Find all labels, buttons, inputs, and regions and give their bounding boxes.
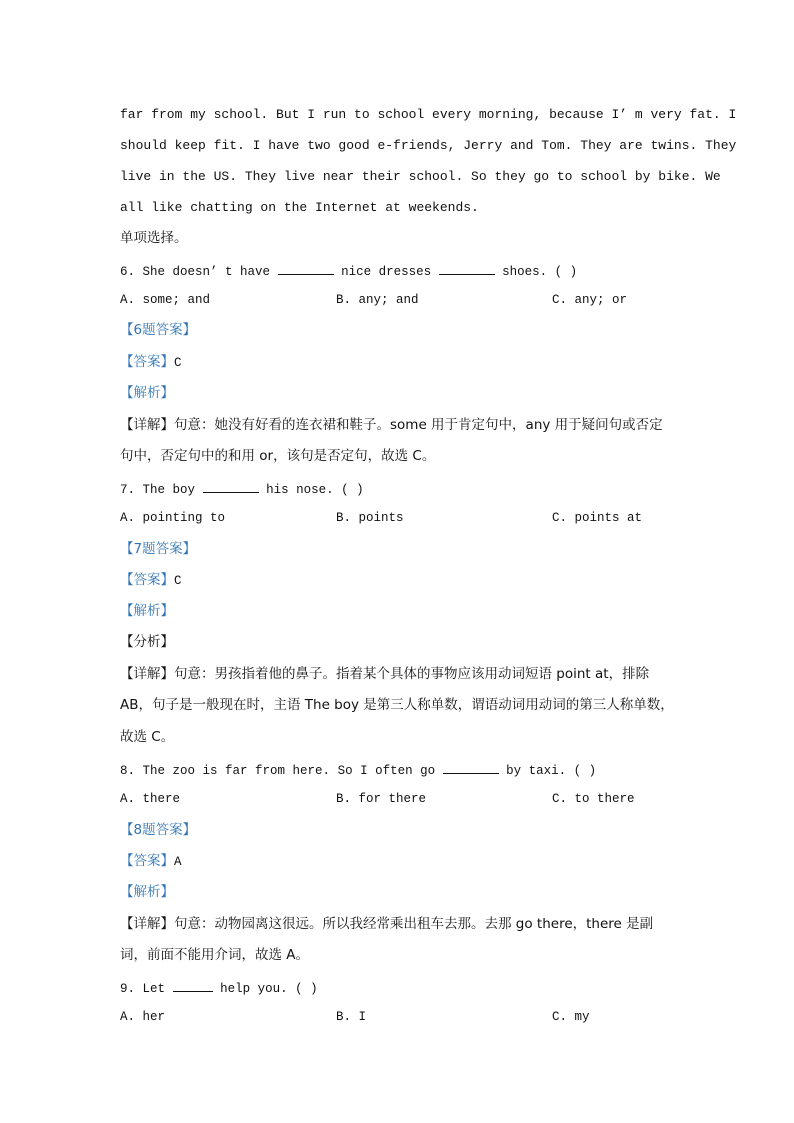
answer-value: A: [174, 855, 182, 869]
question-9-options: [120, 1010, 680, 1028]
stem-part: The boy: [142, 483, 196, 497]
stem-part: help you. ( ): [220, 982, 318, 996]
question-number: 6.: [120, 265, 136, 279]
detail-line: [120, 915, 680, 933]
detail-label: 【详解】: [120, 417, 174, 433]
analysis-label: 【解析】: [120, 884, 174, 900]
detail-line: AB，句子是一般现在时，主语 The boy 是第三人称单数，谓语动词用动词的第三人称单数，: [120, 697, 674, 713]
answer-blank: [203, 480, 259, 493]
option-a: A. pointing to: [120, 511, 226, 525]
detail-line: [120, 416, 680, 434]
passage-line: should keep fit. I have two good e-friends, Jerry and Tom. They are twins. They: [120, 138, 737, 153]
question-7-options: [120, 511, 680, 529]
option-b: B. any; and: [336, 293, 419, 307]
option-b: B. I: [336, 1010, 367, 1024]
analysis-label: 【解析】: [120, 603, 174, 619]
extra-analysis-label: 【分析】: [120, 634, 174, 650]
question-7-stem: [120, 480, 680, 499]
question-number: 9.: [120, 982, 136, 996]
stem-part: by taxi. ( ): [506, 764, 597, 778]
question-number: 7.: [120, 483, 136, 497]
option-a: A. some; and: [120, 293, 211, 307]
question-number: 8.: [120, 764, 136, 778]
answer-label: 【答案】: [120, 354, 174, 370]
detail-line: 故选 C。: [120, 729, 175, 745]
stem-part: She doesn’ t have: [142, 265, 271, 279]
detail-text: 句意：动物园离这很远。所以我经常乘出租车去那。去那 go there，there 是副: [174, 916, 654, 932]
question-8-stem: [120, 761, 680, 780]
question-6-stem: [120, 262, 680, 281]
answer-header: 【6题答案】: [120, 322, 197, 338]
answer-header: 【8题答案】: [120, 822, 197, 838]
answer-blank: [439, 262, 495, 275]
answer-value: C: [174, 356, 182, 370]
answer-line: [120, 353, 680, 372]
answer-blank: [443, 761, 499, 774]
option-c: C. points at: [552, 511, 643, 525]
question-6-options: [120, 293, 680, 311]
passage-line: live in the US. They live near their school. So they go to school by bike. We: [120, 169, 721, 184]
section-title: 单项选择。: [120, 230, 188, 246]
passage-line: far from my school. But I run to school every morning, because I’ m very fat. I: [120, 107, 737, 122]
option-c: C. any; or: [552, 293, 628, 307]
option-a: A. there: [120, 792, 181, 806]
option-b: B. points: [336, 511, 404, 525]
detail-line: [120, 665, 680, 683]
answer-header: 【7题答案】: [120, 541, 197, 557]
answer-blank: [173, 979, 213, 992]
stem-part: The zoo is far from here. So I often go: [142, 764, 436, 778]
answer-label: 【答案】: [120, 572, 174, 588]
option-a: A. her: [120, 1010, 166, 1024]
detail-label: 【详解】: [120, 666, 174, 682]
answer-value: C: [174, 574, 182, 588]
question-9-stem: [120, 979, 680, 998]
answer-line: [120, 852, 680, 871]
option-b: B. for there: [336, 792, 427, 806]
detail-text: 句意：男孩指着他的鼻子。指着某个具体的事物应该用动词短语 point at，排除: [174, 666, 650, 682]
stem-part: shoes. ( ): [502, 265, 578, 279]
detail-line: 句中，否定句中的和用 or，该句是否定句，故选 C。: [120, 448, 436, 464]
detail-label: 【详解】: [120, 916, 174, 932]
detail-line: 词，前面不能用介词，故选 A。: [120, 947, 310, 963]
question-8-options: [120, 792, 680, 810]
answer-label: 【答案】: [120, 853, 174, 869]
stem-part: nice dresses: [341, 265, 432, 279]
option-c: C. my: [552, 1010, 590, 1024]
answer-line: [120, 571, 680, 590]
analysis-label: 【解析】: [120, 385, 174, 401]
passage-line: all like chatting on the Internet at weekends.: [120, 200, 479, 215]
detail-text: 句意：她没有好看的连衣裙和鞋子。some 用于肯定句中，any 用于疑问句或否定: [174, 417, 663, 433]
answer-blank: [278, 262, 334, 275]
stem-part: Let: [142, 982, 166, 996]
stem-part: his nose. ( ): [266, 483, 364, 497]
option-c: C. to there: [552, 792, 635, 806]
